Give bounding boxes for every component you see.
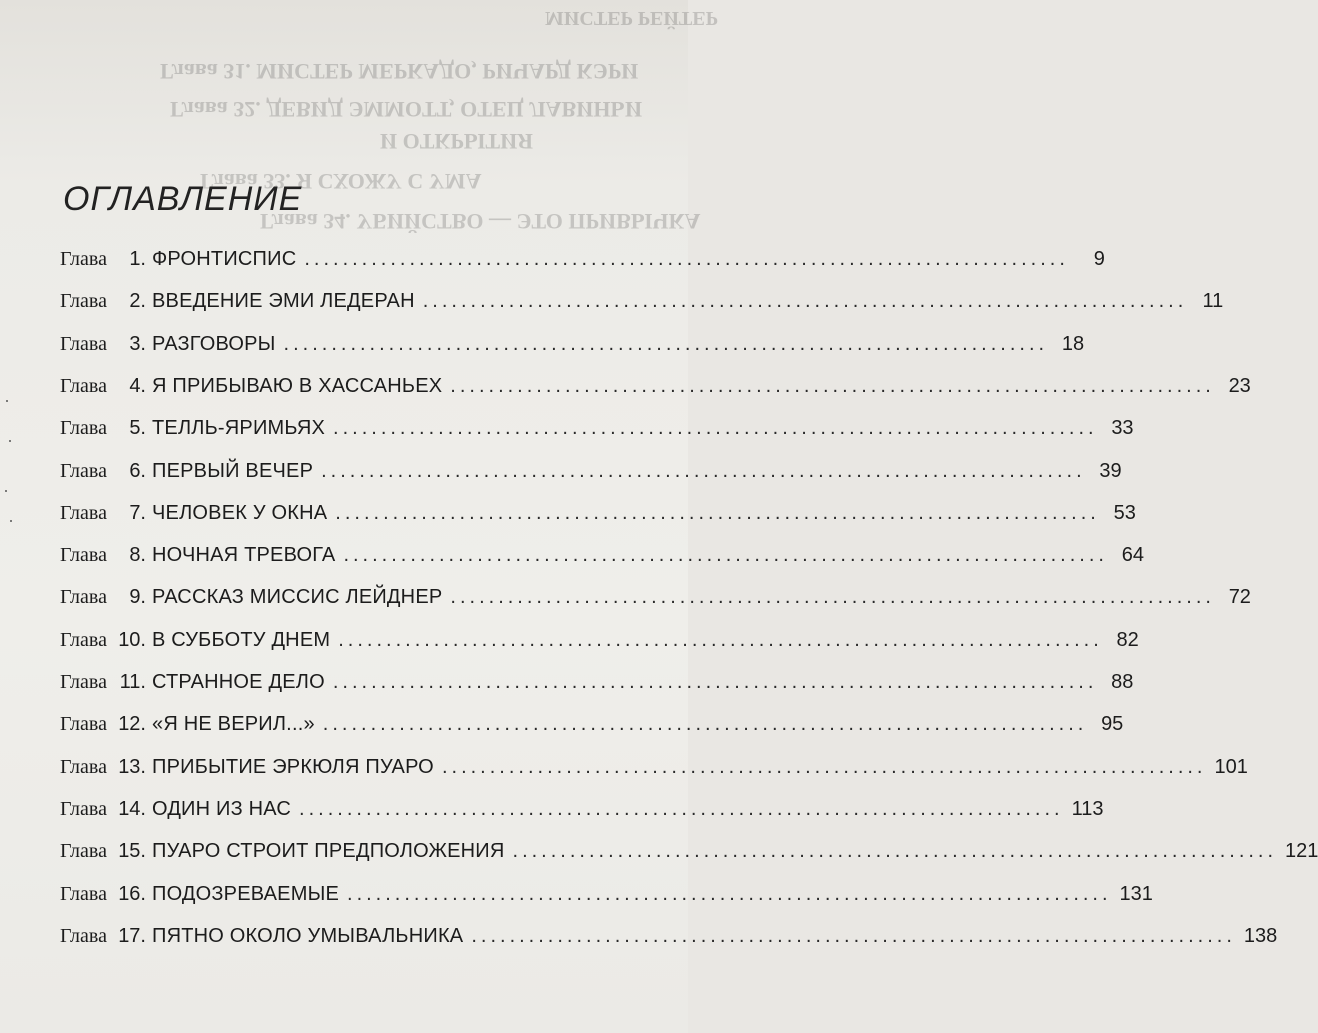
toc-entry: [60, 924, 1278, 955]
dot-leader: ................................................................................: [299, 797, 1064, 820]
page-number: 9: [1093, 248, 1105, 270]
toc-entry: [60, 544, 1144, 574]
toc-entry: [60, 713, 1124, 743]
page-number: 95: [1101, 713, 1124, 736]
page-number: 101: [1214, 755, 1248, 778]
chapter-title: ФРОНТИСПИС: [152, 248, 297, 270]
page-number: 138: [1243, 924, 1278, 947]
page-number: 18: [1061, 332, 1085, 355]
chapter-number: 8.: [129, 544, 146, 567]
chapter-number: 14.: [118, 797, 146, 820]
toc-entry: [60, 882, 1153, 913]
chapter-number: 3.: [129, 332, 146, 355]
toc-entry: [60, 797, 1104, 828]
chapter-number: 13.: [118, 755, 146, 778]
chapter-number: 5.: [129, 417, 146, 440]
chapter-title: ТЕЛЛЬ-ЯРИМЬЯХ: [152, 417, 326, 440]
toc-entry: [60, 840, 1318, 870]
dot-leader: ................................................................................: [512, 840, 1278, 863]
bleed-through-text: Глава 31. МИСТЕР МЕРКАДО, РИЧАРД КЭРИ: [160, 59, 639, 84]
page-number: 72: [1228, 586, 1251, 609]
chapter-number: 7.: [129, 501, 146, 524]
chapter-label: Глава: [60, 501, 107, 524]
chapter-label: Глава: [60, 840, 107, 863]
toc-entry: [60, 290, 1224, 320]
chapter-label: Глава: [60, 459, 107, 482]
page-number: 33: [1111, 417, 1134, 440]
toc-entry: [60, 501, 1136, 532]
page-number: 82: [1116, 628, 1139, 651]
dot-leader: ................................................................................: [450, 586, 1215, 609]
chapter-label: Глава: [60, 924, 107, 947]
chapter-title: «Я НЕ ВЕРИЛ...»: [152, 713, 315, 736]
dot-leader: ................................................................................: [333, 417, 1098, 440]
dot-leader: ................................................................................: [321, 459, 1086, 482]
chapter-number: 6.: [129, 459, 146, 482]
chapter-number: 12.: [118, 713, 146, 736]
chapter-title: Я ПРИБЫВАЮ В ХАССАНЬЕХ: [152, 374, 443, 397]
page-number: 64: [1121, 544, 1144, 567]
page-number: 88: [1111, 671, 1134, 693]
page-specks: [0, 380, 20, 580]
toc-entry: [60, 671, 1134, 701]
dot-leader: ................................................................................: [332, 671, 1098, 693]
chapter-label: Глава: [60, 586, 107, 609]
chapter-number: 2.: [129, 290, 146, 313]
chapter-label: Глава: [60, 332, 107, 355]
chapter-title: ПЯТНО ОКОЛО УМЫВАЛЬНИКА: [152, 924, 464, 947]
dot-leader: ................................................................................: [343, 544, 1108, 567]
dot-leader: ................................................................................: [335, 501, 1100, 524]
chapter-label: Глава: [60, 671, 107, 693]
chapter-label: Глава: [60, 417, 107, 440]
chapter-title: ОДИН ИЗ НАС: [152, 797, 292, 820]
dot-leader: ................................................................................: [283, 332, 1049, 355]
page-number: 131: [1119, 882, 1153, 905]
chapter-number: 17.: [118, 924, 146, 947]
toc-entry: [60, 332, 1085, 363]
chapter-label: Глава: [60, 544, 107, 567]
bleed-through-text: Глава 32. ДЕВИД ЭММОТТ, ОТЕЦ ЛАВИНЬИ: [170, 97, 643, 122]
toc-entry: [60, 755, 1248, 786]
chapter-title: В СУББОТУ ДНЕМ: [152, 628, 331, 651]
chapter-title: СТРАННОЕ ДЕЛО: [152, 671, 325, 693]
chapter-label: Глава: [60, 755, 107, 778]
dot-leader: ................................................................................: [450, 374, 1215, 397]
chapter-label: Глава: [60, 290, 107, 313]
page-number: 39: [1099, 459, 1122, 482]
dot-leader: ................................................................................: [304, 248, 1069, 270]
bleed-through-text: Глава 34. УБИЙСТВО — ЭТО ПРИВЫЧКА: [260, 209, 701, 234]
chapter-title: ПОДОЗРЕВАЕМЫЕ: [152, 882, 340, 905]
chapter-label: Глава: [60, 797, 107, 820]
chapter-number: 1.: [129, 248, 146, 270]
toc-entry: [60, 459, 1122, 490]
chapter-title: РАССКАЗ МИССИС ЛЕЙДНЕР: [152, 586, 443, 609]
bleed-through-text: Глава 33. Я СХОЖУ С УМА: [200, 169, 482, 194]
dot-leader: ................................................................................: [322, 713, 1088, 736]
dot-leader: ................................................................................: [441, 755, 1207, 778]
dot-leader: ................................................................................: [471, 924, 1236, 947]
dot-leader: ................................................................................: [347, 882, 1112, 905]
page-title: ОГЛАВЛЕНИЕ: [63, 180, 303, 218]
toc-entry: [60, 628, 1139, 659]
chapter-label: Глава: [60, 882, 107, 905]
bleed-through-text: МИСТЕР РЕЙТЕР: [545, 7, 718, 29]
page-number: 113: [1071, 797, 1104, 820]
page-number: 23: [1228, 374, 1251, 397]
toc-entry: [60, 374, 1251, 405]
page-number: 53: [1113, 501, 1136, 524]
toc-entry: [60, 248, 1105, 278]
chapter-label: Глава: [60, 713, 107, 736]
toc-entry: [60, 586, 1251, 616]
chapter-title: ПРИБЫТИЕ ЭРКЮЛЯ ПУАРО: [152, 755, 434, 778]
chapter-title: РАЗГОВОРЫ: [152, 332, 276, 355]
chapter-title: ПЕРВЫЙ ВЕЧЕР: [152, 459, 314, 482]
chapter-title: ЧЕЛОВЕК У ОКНА: [152, 501, 328, 524]
chapter-number: 10.: [118, 628, 146, 651]
chapter-label: Глава: [60, 374, 107, 397]
bleed-through-text: И ОТКРЫТИЯ: [380, 129, 534, 154]
toc-entry: [60, 417, 1134, 447]
dot-leader: ................................................................................: [338, 628, 1103, 651]
chapter-number: 16.: [118, 882, 146, 905]
page-number: 11: [1202, 290, 1224, 313]
chapter-title: НОЧНАЯ ТРЕВОГА: [152, 544, 336, 567]
chapter-label: Глава: [60, 248, 107, 270]
page-number: 121: [1285, 840, 1318, 863]
dot-leader: ................................................................................: [422, 290, 1188, 313]
chapter-number: 4.: [129, 374, 146, 397]
chapter-label: Глава: [60, 628, 107, 651]
chapter-title: ВВЕДЕНИЕ ЭМИ ЛЕДЕРАН: [152, 290, 415, 313]
chapter-title: ПУАРО СТРОИТ ПРЕДПОЛОЖЕНИЯ: [152, 840, 505, 863]
chapter-number: 9.: [129, 586, 146, 609]
chapter-number: 15.: [118, 840, 146, 863]
chapter-number: 11.: [119, 671, 146, 693]
